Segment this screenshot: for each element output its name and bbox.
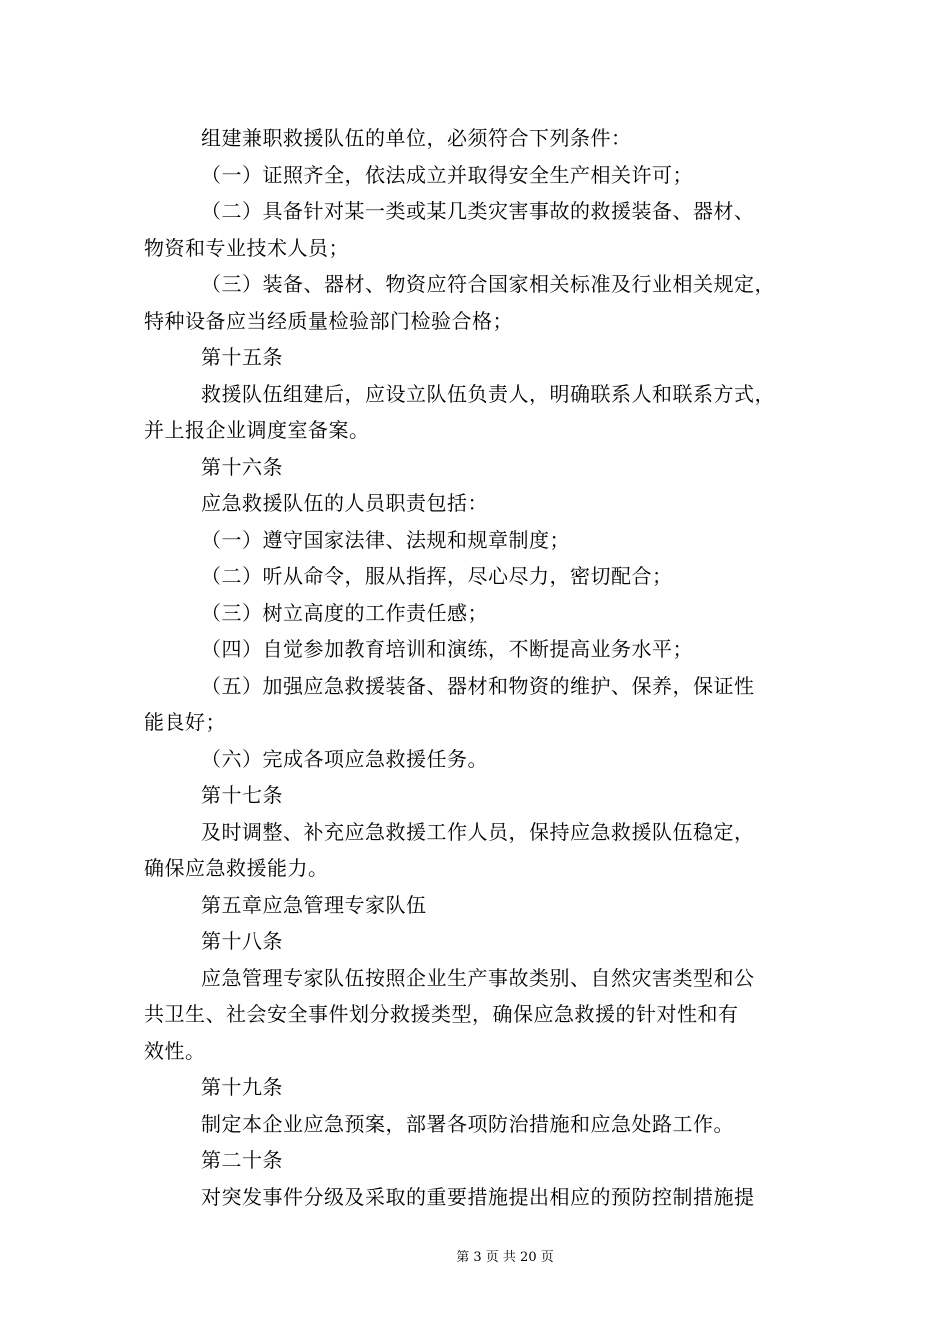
text-line: 并上报企业调度室备案。 — [144, 418, 370, 442]
text-line: 对突发事件分级及采取的重要措施提出相应的预防控制措施提 — [201, 1184, 755, 1209]
text-line: （三）树立高度的工作责任感； — [201, 600, 488, 625]
text-line: 应急救援队伍的人员职责包括： — [201, 491, 488, 515]
text-line: 第十九条 — [201, 1075, 283, 1099]
text-line: 特种设备应当经质量检验部门检验合格； — [144, 308, 513, 333]
text-line: 应急管理专家队伍按照企业生产事故类别、自然灾害类型和公 — [201, 965, 755, 990]
text-line: （四）自觉参加教育培训和演练，不断提高业务水平； — [201, 637, 693, 661]
text-line: 物资和专业技术人员； — [144, 235, 349, 260]
text-line: 第五章应急管理专家队伍 — [201, 892, 427, 917]
text-line: 救援队伍组建后，应设立队伍负责人，明确联系人和联系方式， — [201, 381, 775, 406]
text-line: （二）听从命令，服从指挥，尽心尽力，密切配合； — [201, 564, 673, 588]
text-line: （二）具备针对某一类或某几类灾害事故的救援装备、器材、 — [201, 199, 755, 223]
page-number: 第 3 页 共 20 页 — [456, 1250, 554, 1265]
text-line: （一）证照齐全，依法成立并取得安全生产相关许可； — [201, 162, 693, 187]
document-body — [144, 120, 834, 1215]
text-line: 能良好； — [144, 710, 226, 734]
text-line: 及时调整、补充应急救援工作人员，保持应急救援队伍稳定， — [201, 819, 755, 844]
text-line: 第十七条 — [201, 783, 283, 807]
text-line: 组建兼职救援队伍的单位，必须符合下列条件： — [201, 126, 632, 150]
page-footer — [0, 1246, 950, 1265]
text-line: （三）装备、器材、物资应符合国家相关标准及行业相关规定， — [201, 272, 775, 296]
text-line: 制定本企业应急预案，部署各项防治措施和应急处路工作。 — [201, 1111, 734, 1136]
text-line: 第十五条 — [201, 345, 283, 369]
text-line: 第二十条 — [201, 1148, 283, 1172]
text-line: 效性。 — [144, 1038, 206, 1063]
text-line: （一）遵守国家法律、法规和规章制度； — [201, 527, 570, 552]
text-line: （六）完成各项应急救援任务。 — [201, 746, 488, 771]
text-line: 确保应急救援能力。 — [144, 856, 329, 880]
text-line: 第十八条 — [201, 929, 283, 953]
text-line: （五）加强应急救援装备、器材和物资的维护、保养，保证性 — [201, 673, 755, 698]
text-line: 共卫生、社会安全事件划分救援类型，确保应急救援的针对性和有 — [144, 1002, 739, 1026]
text-line: 第十六条 — [201, 454, 283, 479]
